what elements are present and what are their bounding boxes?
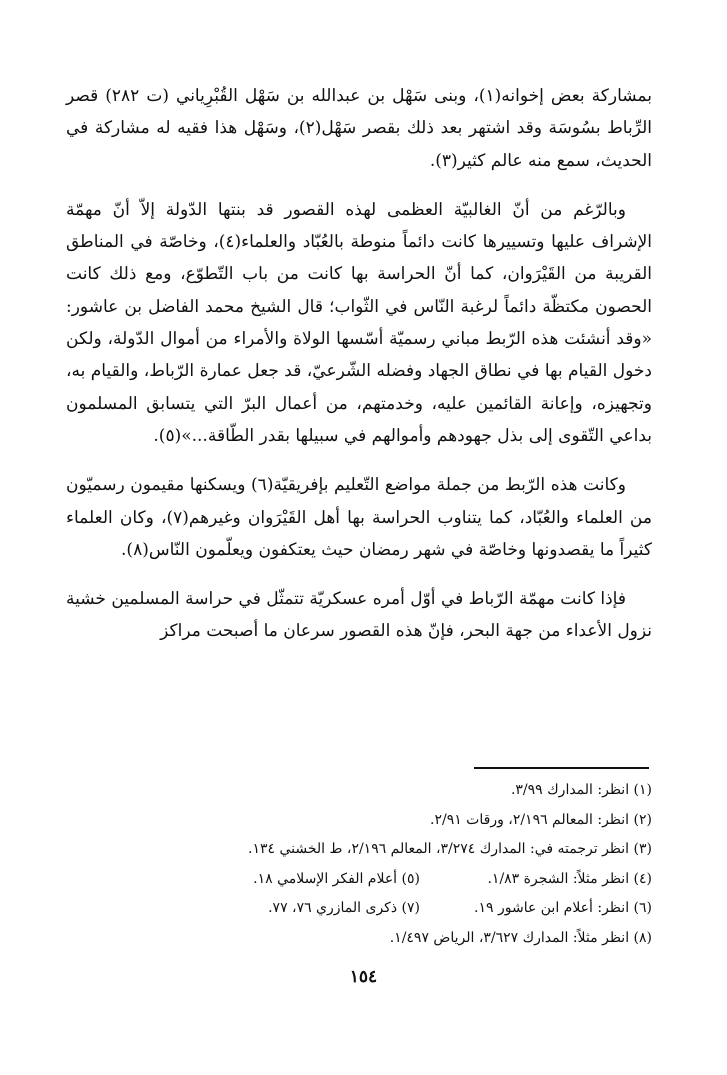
footnote-line: [140, 865, 652, 895]
footnote-1: (١) انظر: المدارك ٣/٩٩.: [510, 782, 652, 798]
main-text: [66, 80, 652, 648]
page-number: ١٥٤: [349, 967, 378, 987]
footnote-8: (٨) انظر مثلاً: المدارك ٣/٦٢٧، الرياض ١/٤٩٧.: [389, 929, 652, 946]
footnote-6: (٦) انظر: أعلام ابن عاشور ١٩.: [474, 900, 652, 916]
footnote-4: (٤) انظر مثلاً: الشجرة ١/٨٣.: [487, 870, 652, 887]
paragraph-1: بمشاركة بعض إخوانه(١)، وبنى سَهْل بن عبدالله بن سَهْل القُبْرِياني (ت ٢٨٢) قصر الرِّباط بسُوسَة وقد اشتهر بعد ذلك بقصر سَهْل(٢)، وسَهْل هذا فقيه له مشاركة في الحديث، سمع منه عالم كثير(٣).: [66, 86, 653, 171]
footnote-line: [140, 924, 652, 954]
footnote-line: [140, 806, 652, 836]
footnote-2: (٢) انظر: المعالم ٢/١٩٦، ورقات ٢/٩١.: [430, 811, 652, 828]
footnote-3: (٣) انظر ترجمته في: المدارك ٣/٢٧٤، المعالم ٢/١٩٦، ط الخشني ١٣٤.: [248, 841, 652, 857]
footnote-line: [140, 835, 652, 865]
footnote-separator: [474, 767, 649, 769]
footnotes: [140, 776, 652, 953]
paragraph-2: وبالرّغم من أنّ الغالبيّة العظمى لهذه القصور قد بنتها الدّولة إلاّ أنّ مهمّة الإشراف عليها وتسييرها كانت دائماً منوطة بالعُبّاد والعلماء(٤)، وخاصّة في المناطق القريبة من القَيْرَوان، كما أنّ الحراسة بها كانت من باب التّطوّع، ومع ذلك كانت الحصون مكتظّة دائماً لرغبة النّاس في الثّواب؛ قال الشيخ محمد الفاضل بن عاشور: «وقد أنشئت هذه الرّبط مباني رسميّة أسّسها الولاة والأمراء من أموال الدّولة، ولكن دخول القيام بها في نطاق الجهاد وفضله الشّرعيّ، قد جعل عمارة الرّباط، والقيام به، وتجهيزه، وإعانة القائمين عليه، وخدمتهم، من أعمال البرّ التي يتسابق المسلمون بداعي التّقوى إلى بذل جهودهم وأموالهم في سبيلها بقدر الطّاقة...»(٥).: [66, 199, 652, 446]
footnote-7: (٧) ذكرى المازري ٧٦، ٧٧.: [268, 900, 420, 916]
paragraph-4: فإذا كانت مهمّة الرّباط في أوّل أمره عسكريّة تتمثّل في حراسة المسلمين خشية نزول الأعداء من جهة البحر، فإنّ هذه القصور سرعان ما أصبحت مراكز: [66, 589, 652, 642]
footnote-line: [140, 776, 652, 806]
paragraph-3: وكانت هذه الرّبط من جملة مواضع التّعليم بإفريقيّة(٦) ويسكنها مقيمون رسميّون من العلماء والعُبّاد، كما يتناوب الحراسة بها أهل القَيْرَوان وغيرهم(٧)، وكان العلماء كثيراً ما يقصدونها وخاصّة في شهر رمضان حيث يعتكفون ويعلّمون النّاس(٨).: [66, 475, 652, 560]
footnote-5: (٥) أعلام الفكر الإسلامي ١٨.: [253, 870, 420, 887]
footnote-line: [140, 894, 652, 924]
